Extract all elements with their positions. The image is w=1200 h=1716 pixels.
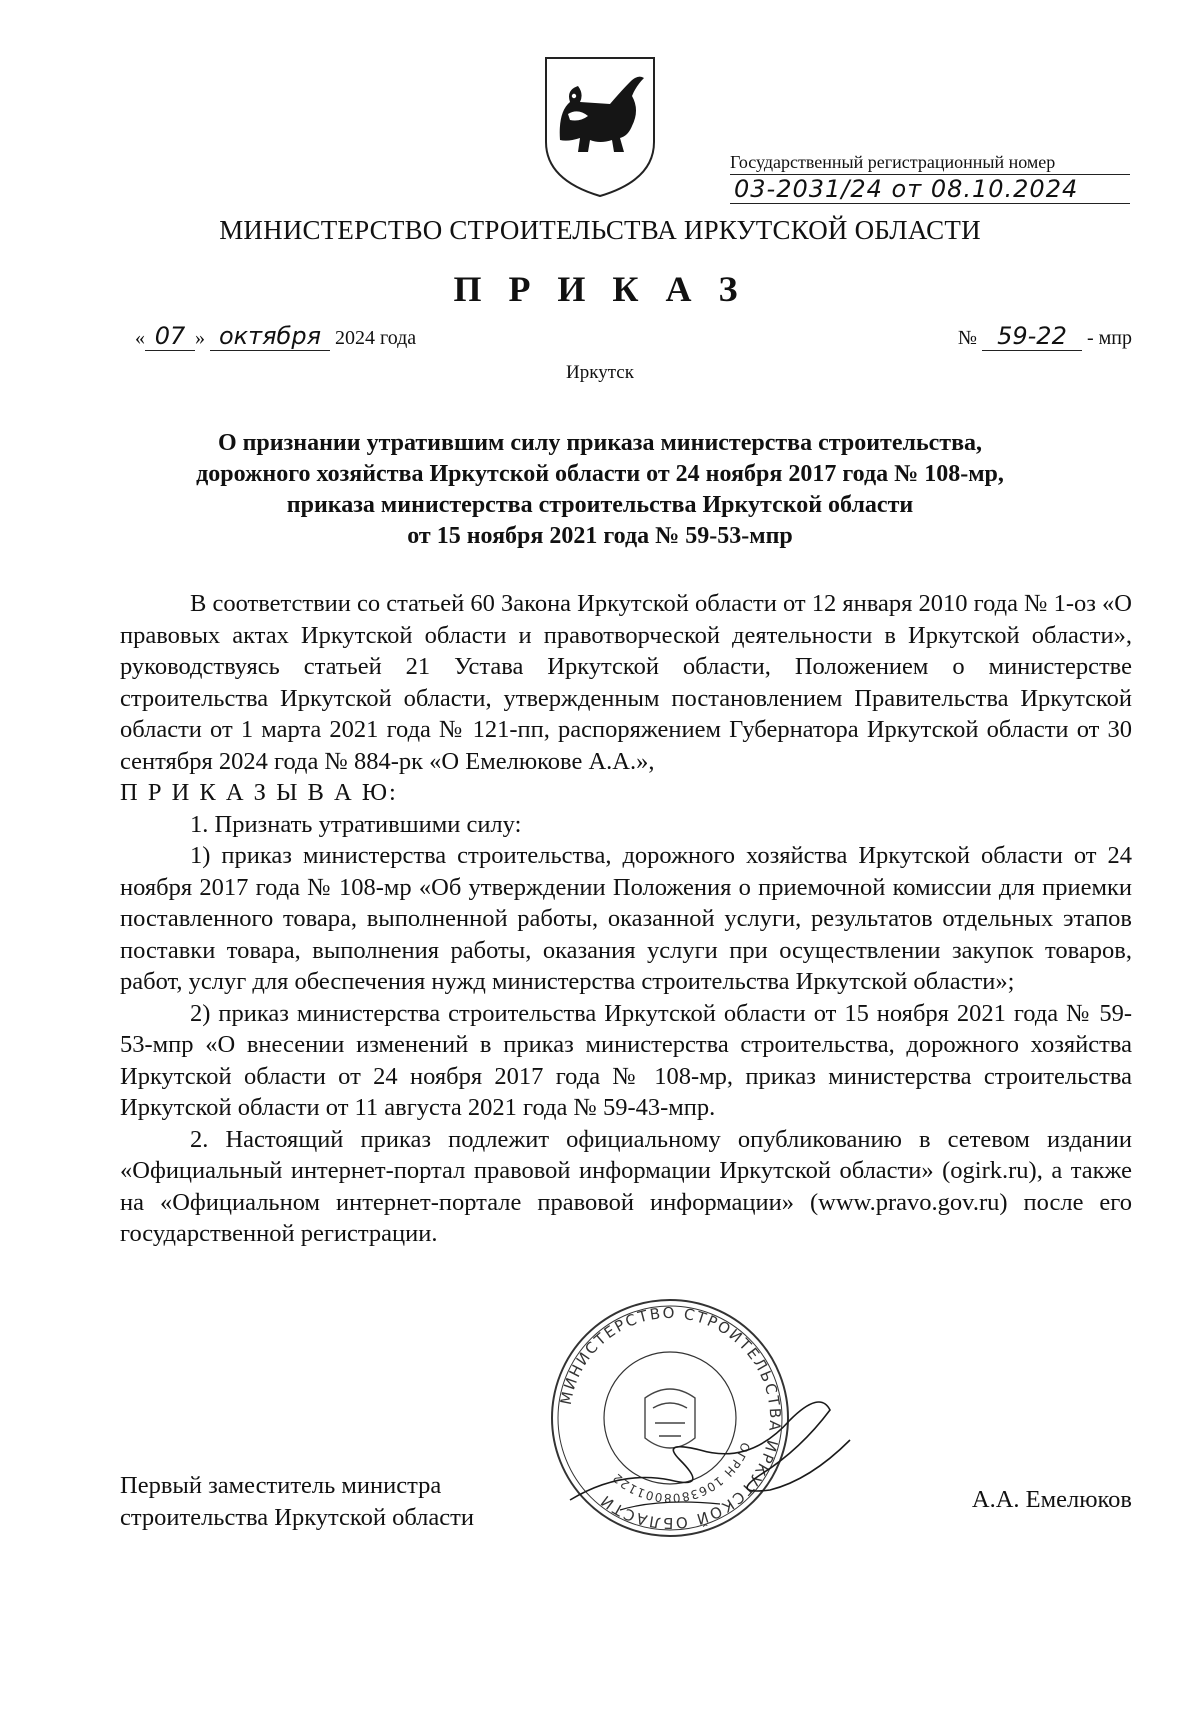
order-word: П Р И К А З Ы В А Ю: xyxy=(120,779,398,806)
order-date: « 07 » октября 2024 года xyxy=(135,322,417,350)
signatory-position-line: Первый заместитель министра xyxy=(120,1472,442,1499)
date-year: 2024 года xyxy=(335,327,417,349)
seal-outer-text: МИНИСТЕРСТВО СТРОИТЕЛЬСТВА ИРКУТСКОЙ ОБЛАСТИ xyxy=(556,1303,785,1533)
item-1: 1. Признать утратившими силу: xyxy=(190,810,522,838)
city: Иркутск xyxy=(566,362,634,383)
date-month: октября xyxy=(210,322,330,351)
item-1-1: 1) приказ министерства строительства, дорожного хозяйства Иркутской области от 24 ноября 2017 года № 108-мр «Об утверждении Положения о приемочной комиссии для приемки поставленного товара, выполненной работы, оказанной услуги, результатов отдельных этапов поставки товара, выполнения работы, оказания услуги при осуществлении закупок товаров, работ, услуг для обеспечения нужд министерства строительства Иркутской области»; xyxy=(120,842,1132,995)
ministry-name: МИНИСТЕРСТВО СТРОИТЕЛЬСТВА ИРКУТСКОЙ ОБЛАСТИ xyxy=(219,215,981,245)
order-body xyxy=(120,588,1132,1250)
preamble-paragraph: В соответствии со статьей 60 Закона Иркутской области от 12 января 2010 года № 1-оз «О правовых актах Иркутской области и правотворческой деятельности в Иркутской области», руководствуясь статьей 21 Устава Иркутской области, Положением о министерстве строительства Иркутской области, утвержденным постановлением Правительства Иркутской области от 1 марта 2021 года № 121-пп, распоряжением Губернатора Иркутской области от 30 сентября 2024 года № 884-рк «О Емелюкове А.А.», xyxy=(120,590,1132,775)
item-2: 2. Настоящий приказ подлежит официальному опубликованию в сетевом издании «Официальный интернет-портал правовой информации Иркутской области» (ogirk.ru), а также на «Официальном интернет-портале правовой информации» (www.pravo.gov.ru) после его государственной регистрации. xyxy=(120,1125,1132,1247)
number-prefix: № xyxy=(957,327,977,349)
registration-block xyxy=(730,152,1130,204)
order-title xyxy=(120,428,1080,552)
number-suffix: - мпр xyxy=(1086,327,1132,349)
registration-caption: Государственный регистрационный номер xyxy=(730,152,1130,175)
order-number xyxy=(958,322,1132,351)
title-line: приказа министерства строительства Иркутской области xyxy=(286,492,914,518)
handwritten-signature xyxy=(560,1380,880,1530)
coat-of-arms-emblem xyxy=(540,52,660,202)
signatory-name: А.А. Емелюков xyxy=(971,1486,1132,1513)
title-line: от 15 ноября 2021 года № 59-53-мпр xyxy=(407,523,793,549)
registration-number: 03-2031/24 от 08.10.2024 xyxy=(730,175,1130,204)
seal-inner-text: ОГРН 1063808001122 xyxy=(609,1440,753,1506)
item-1-2: 2) приказ министерства строительства Иркутской области от 15 ноября 2021 года № 59-53-мпр «О внесении изменений в приказ министерства строительства, дорожного хозяйства Иркутской области от 24 ноября 2017 года № 108-мр, приказ министерства строительства Иркутской области от 11 августа 2021 года № 59-43-мпр. xyxy=(120,999,1132,1121)
title-line: дорожного хозяйства Иркутской области от 24 ноября 2017 года № 108-мр, xyxy=(196,461,1004,487)
document-type: П Р И К А З xyxy=(453,269,747,309)
signatory-position xyxy=(120,1470,474,1534)
number-value: 59-22 xyxy=(982,322,1082,351)
date-day: 07 xyxy=(145,322,195,351)
title-line: О признании утратившим силу приказа министерства строительства, xyxy=(217,430,983,456)
signatory-position-line: строительства Иркутской области xyxy=(120,1504,474,1531)
